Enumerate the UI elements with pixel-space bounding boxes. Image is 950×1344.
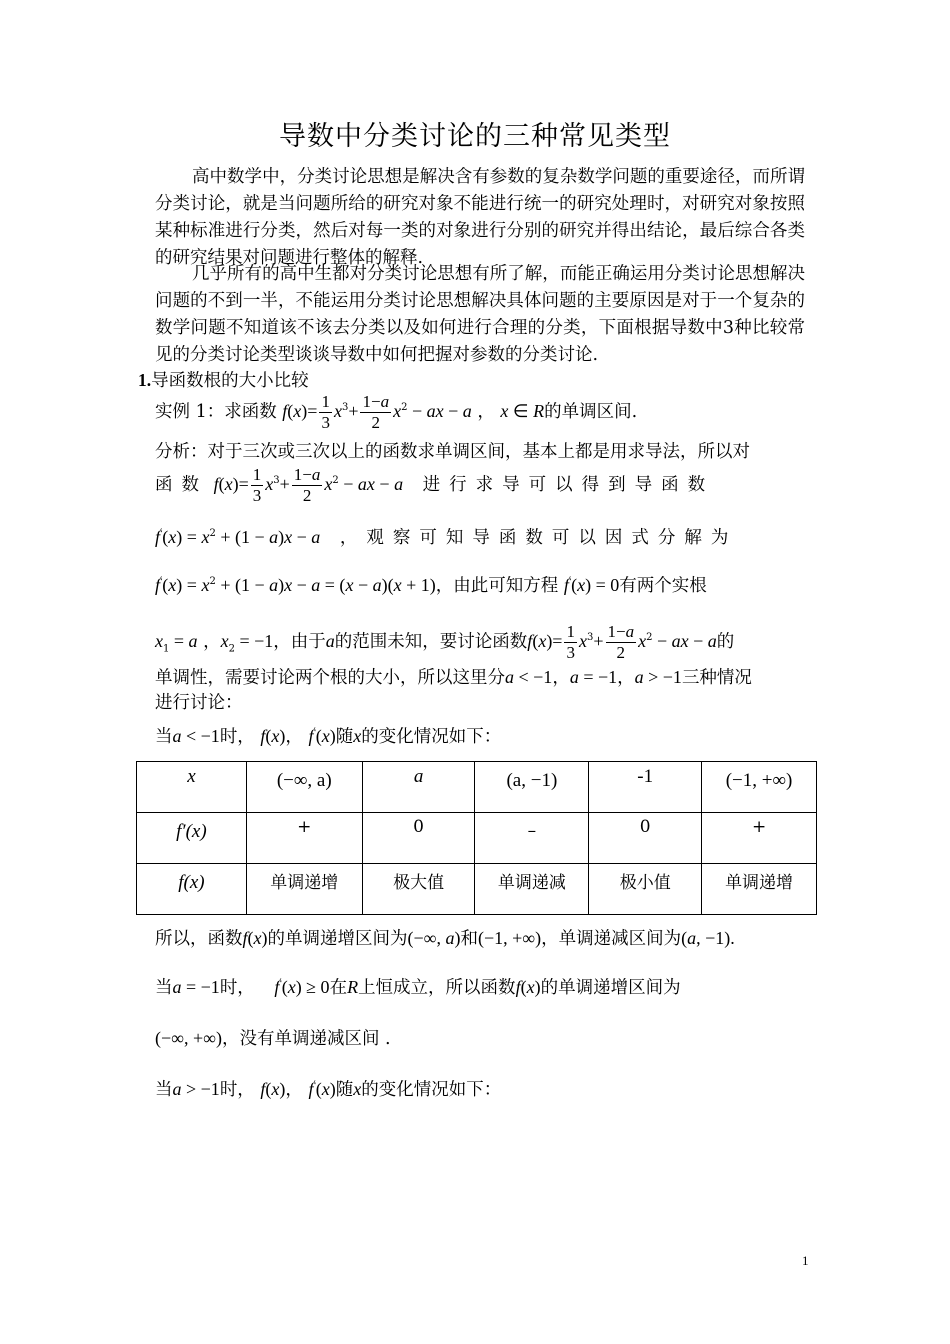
table-header-row xyxy=(137,762,817,813)
table-cell: + xyxy=(246,813,362,864)
variation-table xyxy=(136,761,817,915)
analysis-line-7: 进行讨论： xyxy=(155,693,243,713)
table-cell: 单调递增 xyxy=(246,864,362,915)
section-title: 导函数根的大小比较 xyxy=(151,371,309,391)
table-header-cell: (−∞, a) xyxy=(246,762,362,813)
intro-paragraph-2 xyxy=(155,261,805,369)
table-cell: 0 xyxy=(362,813,475,864)
case-1-line: 当a < −1时， f(x)， f′(x)随x的变化情况如下： xyxy=(155,726,502,747)
table-cell: 单调递减 xyxy=(475,864,589,915)
table-header-cell: (a, −1) xyxy=(475,762,589,813)
table-row-label: f(x) xyxy=(137,864,247,915)
case-2-line-2: (−∞, +∞)，没有单调递减区间 . xyxy=(155,1028,391,1049)
intro-paragraph-1 xyxy=(155,164,805,272)
analysis-line-3: $f'(x) = x^2 + (1 - a)x - a$ ，观察可知导函数可以因式分解为 xyxy=(155,527,738,548)
fraction-one-third: $\frac{1}{3}$ xyxy=(321,392,330,432)
intro-text-1: 高中数学中，分类讨论思想是解决含有参数的复杂数学问题的重要途径，而所谓分类讨论，就是当问题所给的研究对象不能进行统一的研究处理时，对研究对象按照某种标准进行分类，然后对每一类的对象进行分别的研究并得出结论，最后综合各类的研究结果对问题进行整体的解释. xyxy=(155,167,805,268)
table-header-cell: a xyxy=(362,762,475,813)
table-header-cell: (−1, +∞) xyxy=(702,762,817,813)
table-row xyxy=(137,864,817,915)
table-cell: + xyxy=(702,813,817,864)
page-title: 导数中分类讨论的三种常见类型 xyxy=(279,121,671,152)
example-line: 实例 1：求函数 f(x)= $\frac{1}{3}$ $x^3+$ $\frac{1-a}{2}$ $x^2$ − ax − a ， x ∈ R的单调区间. xyxy=(155,392,638,432)
section-heading xyxy=(138,367,309,392)
table-row-label: f′(x) xyxy=(137,813,247,864)
table-cell: 极小值 xyxy=(589,864,702,915)
table-header-cell: x xyxy=(137,762,247,813)
table-header-cell: -1 xyxy=(589,762,702,813)
table-cell: 极大值 xyxy=(362,864,475,915)
analysis-line-4: $f'(x) = x^2 + (1 - a)x - a = (x - a)(x + 1)$，由此可知方程 f′(x) = 0有两个实根 xyxy=(155,575,707,596)
analysis-line-6: 单调性，需要讨论两个根的大小，所以这里分a < −1，a = −1，a > −1三种情况 xyxy=(155,667,752,688)
formula-function: f xyxy=(282,401,288,421)
analysis-line-2: 函数 f(x)= $\frac{1}{3}$ $x^3+$ $\frac{1-a}{2}$ $x^2$ − ax − a 进行求导可以得到导函数 xyxy=(155,465,715,505)
analysis-line-1: 分析：对于三次或三次以上的函数求单调区间，基本上都是用求导法，所以对 xyxy=(155,442,750,462)
analysis-line-5: $x_1 = a$ ，$x_2 = -1$，由于a的范围未知，要讨论函数f(x)= $\frac{1}{3}$ $x^3+$ $\frac{1-a}{2}$ $x^2$ − ax − a的 xyxy=(155,622,735,662)
case-2-line: 当a = −1时， f′(x) ≥ 0在R上恒成立，所以函数f(x)的单调递增区间为 xyxy=(155,977,681,998)
conclusion-line: 所以，函数f(x)的单调递增区间为(−∞, a)和(−1, +∞)，单调递减区间为(a, −1). xyxy=(155,928,735,949)
table-row xyxy=(137,813,817,864)
table-cell: 单调递增 xyxy=(702,864,817,915)
section-number: 1. xyxy=(138,370,152,390)
case-3-line: 当a > −1时， f(x)， f′(x)随x的变化情况如下： xyxy=(155,1079,502,1100)
table-cell: 0 xyxy=(589,813,702,864)
example-label: 实例 1： xyxy=(155,402,225,422)
fraction-one-minus-a-half: $\frac{1-a}{2}$ xyxy=(362,392,390,432)
intro-text-2: 几乎所有的高中生都对分类讨论思想有所了解，而能正确运用分类讨论思想解决问题的不到一半，不能运用分类讨论思想解决具体问题的主要原因是对于一个复杂的数学问题不知道该不该去分类以及如何进行合理的分类，下面根据导数中3种比较常见的分类讨论类型谈谈导数中如何把握对参数的分类讨论. xyxy=(155,264,805,365)
table-cell: – xyxy=(475,813,589,864)
page-number: 1 xyxy=(802,1253,809,1268)
